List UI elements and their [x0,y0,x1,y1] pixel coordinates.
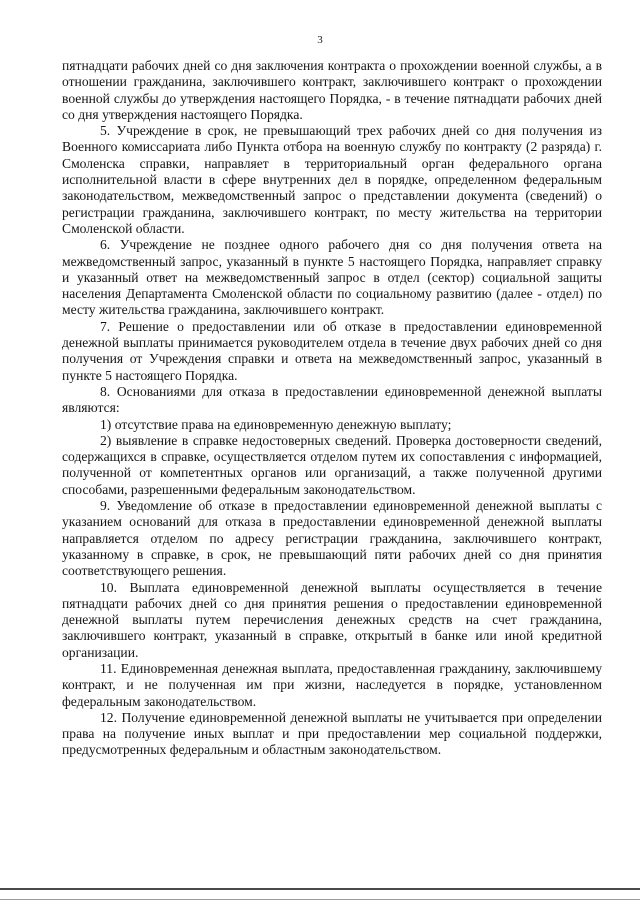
paragraph-subitem-2: 2) выявление в справке недостоверных сведений. Проверка достоверности сведений, содержащихся в справке, осуществляется отделом путем их сопоставления с информацией, полученной от компетентных органов или организаций, а также полученной другими способами, разрешенными федеральным законодательством. [62,432,602,497]
paragraph-item-6: 6. Учреждение не позднее одного рабочего дня со дня получения ответа на межведомственный запрос, указанный в пункте 5 настоящего Порядка, направляет справку и указанный ответ на межведомственный запрос в отдел (сектор) социальной защиты населения Департамента Смоленской области по социальному развитию (далее - отдел) по месту жительства гражданина, заключившего контракт. [62,237,602,318]
paragraph-item-7: 7. Решение о предоставлении или об отказе в предоставлении единовременной денежной выплаты принимается руководителем отдела в течение двух рабочих дней со дня получения от Учреждения справки и ответа на межведомственный запрос, указанный в пункте 5 настоящего Порядка. [62,318,602,383]
scan-edge-line [0,888,640,890]
paragraph-item-12: 12. Получение единовременной денежной выплаты не учитывается при определении права на получение иных выплат и при предоставлении мер социальной поддержки, предусмотренных федеральным и областным законодательством. [62,709,602,758]
page-number: 3 [317,34,323,46]
scan-edge-line-lower [0,899,640,900]
paragraph-continuation: пятнадцати рабочих дней со дня заключения контракта о прохождении военной службы, а в отношении гражданина, заключившего контракт, заключившего контракт о прохождении военной службы до утверждения настоящего Порядка, - в течение пятнадцати рабочих дней со дня утверждения настоящего Порядка. [62,58,602,122]
paragraph-item-11: 11. Единовременная денежная выплата, предоставленная гражданину, заключившему контракт, и не полученная им при жизни, наследуется в порядке, установленном федеральным законодательством. [62,660,602,709]
paragraph-item-8: 8. Основаниями для отказа в предоставлении единовременной денежной выплаты являются: [62,383,602,416]
paragraph-item-10: 10. Выплата единовременной денежной выплаты осуществляется в течение пятнадцати рабочих дней со дня принятия решения о предоставлении единовременной денежной выплаты путем перечисления денежных средств на счет гражданина, заключившего контракт, указанный в справке, открытый в банке или иной кредитной организации. [62,579,602,660]
paragraph-item-9: 9. Уведомление об отказе в предоставлении единовременной денежной выплаты с указанием оснований для отказа в предоставлении единовременной денежной выплаты направляется отделом по адресу регистрации гражданина, заключившего контракт, указанному в справке, в срок, не превышающий пяти рабочих дней со дня принятия соответствующего решения. [62,498,602,579]
document-body [62,58,602,759]
paragraph-item-5: 5. Учреждение в срок, не превышающий трех рабочих дней со дня получения из Военного комиссариата либо Пункта отбора на военную службу по контракту (2 разряда) г. Смоленска справки, направляет в территориальный орган федерального органа исполнительной власти в сфере внутренних дел в порядке, определенном федеральным законодательством, межведомственный запрос о представлении документа (сведений) о регистрации гражданина, заключившего контракт, по месту жительства на территории Смоленской области. [62,123,602,236]
paragraph-subitem-1: 1) отсутствие права на единовременную денежную выплату; [100,416,452,432]
